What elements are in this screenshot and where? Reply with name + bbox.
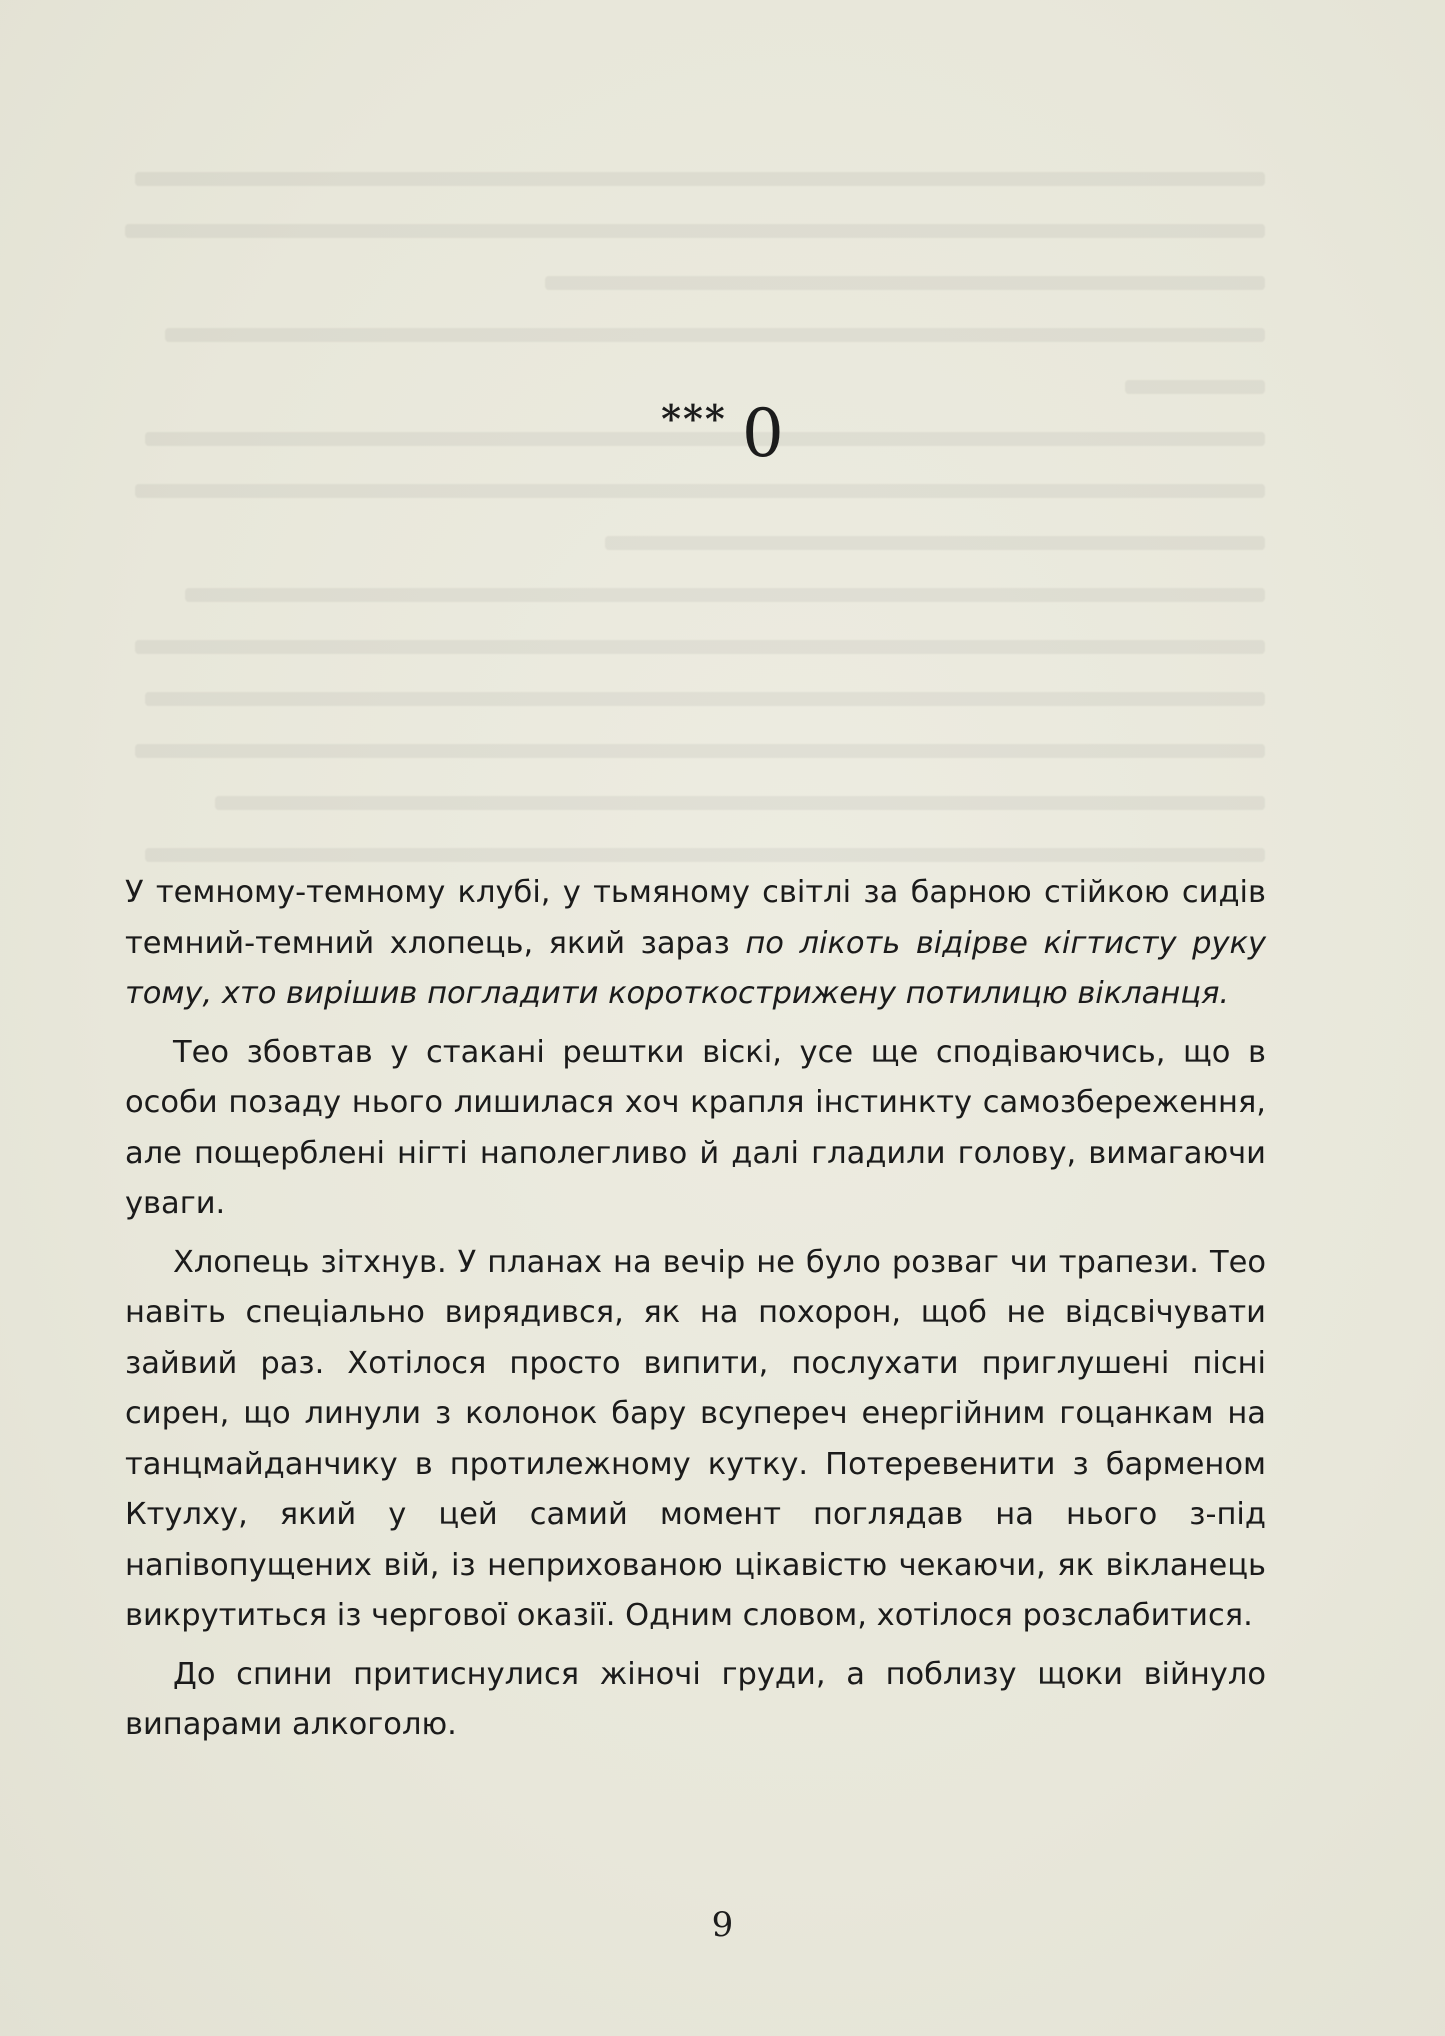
page-number: 9 bbox=[711, 1905, 734, 1945]
chapter-heading bbox=[0, 395, 1445, 472]
paragraph-4 bbox=[125, 1650, 1266, 1751]
paragraph-2 bbox=[125, 1028, 1266, 1230]
chapter-body bbox=[125, 868, 1266, 1759]
paragraph-3-text: Хлопець зітхнув. У планах на вечір не було розваг чи трапези. Тео навіть спеціально вирядився, як на похорон, щоб не відсвічувати зайвий раз. Хотілося просто випити, послухати приглушені пісні сирен, що линули з колонок бару всупереч енергійним гоцанкам на танцмайданчику в протилежному кутку. Потеревенити з барменом Ктулху, який у цей самий момент поглядав на нього з-під напівопущених вій, із неприхованою цікавістю чекаючи, як вікланець викрутиться із чергової оказії. Одним словом, хотілося розслабитися. bbox=[125, 1244, 1266, 1633]
paragraph-1 bbox=[125, 868, 1266, 1020]
paragraph-3 bbox=[125, 1238, 1266, 1642]
paragraph-1-italic: по лікоть відірве кігтисту руку тому, хто вирішив погладити короткострижену потилицю вікланця. bbox=[125, 925, 1266, 1011]
paragraph-2-text: Тео збовтав у стакані рештки віскі, усе ще сподіваючись, що в особи позаду нього лишилася хоч крапля інстинкту самозбереження, але пощерблені нігті наполегливо й далі гладили голову, вимагаючи уваги. bbox=[125, 1034, 1266, 1221]
bleed-through-texture bbox=[125, 150, 1265, 878]
chapter-number: 0 bbox=[741, 395, 784, 472]
chapter-ornament: *** bbox=[661, 396, 727, 441]
paragraph-4-text: До спини притиснулися жіночі груди, а поблизу щоки війнуло випарами алкоголю. bbox=[125, 1656, 1266, 1742]
paragraph-1-text: У темному-темному клубі, у тьмяному світлі за барною стійкою сидів темний-темний хлопець, який зараз bbox=[125, 875, 1266, 961]
